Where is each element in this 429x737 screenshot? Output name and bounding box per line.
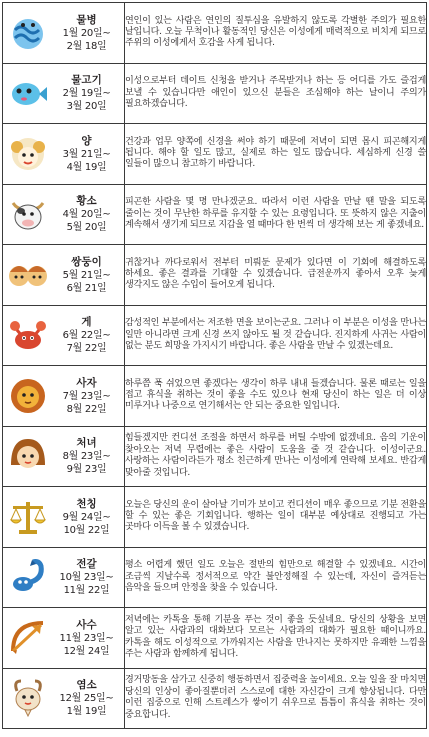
zodiac-row [3,426,427,487]
fortune-text: 귀찮거나 까다로워서 전부터 미뤄둔 문제가 있다면 이 기회에 해결하도록 하세요. 좋은 결과를 기대할 수 있겠습니다. 급전운까지 좋아서 오후 늦게 생각지도 않은 수입이 들어오게 됩니다. [125,245,427,306]
sign-cell [3,63,125,124]
fortune-text: 피곤한 사람을 몇 명 만나겠군요. 따라서 이런 사람을 만날 땐 말을 되도록 줄이는 것이 무난한 하루를 유지할 수 있는 요령입니다. 또 뜻하지 않은 지출이 계속해서 생기게 되므로 지갑을 열 때마다 한 번씩 더 생각해 보는 게 좋겠네요. [125,184,427,245]
libra-icon [7,496,49,538]
capricorn-icon [7,677,49,719]
sign-date-end: 4월 19일 [66,161,107,173]
sign-date-end: 10월 22일 [63,524,110,536]
sign-date-start: 8월 23일~ [62,451,111,463]
fortune-text: 감성적인 부분에서는 저조한 면을 보이는군요. 그러나 이 부분은 이성을 만나는 일만 아니라면 크게 신경 쓰지 않아도 될 것 같습니다. 진지하게 사귀는 사람이 없는 분도 희망을 가지시기 바랍니다. 좋은 사람을 만날 수 있겠는데요. [125,305,427,366]
aries-icon [7,133,49,175]
sign-date-end: 5월 20일 [66,222,107,234]
sign-cell [3,245,125,306]
zodiac-row [3,184,427,245]
sign-date-end: 11월 22일 [63,585,110,597]
sign-cell [3,668,125,729]
zodiac-row [3,608,427,669]
fortune-text: 힘들겠지만 컨디션 조절을 하면서 하루를 버틸 수밖에 없겠네요. 음의 기운이 찾아오는 저녁 무렵에는 좋은 사람이 도움을 줄 것 같습니다. 이성이군요. 사랑하는 사람이라든가 평소 친근하게 만나는 이성에게 연락해 보세요. 반갑게 맞아줄 것입니다. [125,426,427,487]
virgo-icon [7,435,49,477]
sign-date-start: 4월 20일~ [62,209,111,221]
sign-cell [3,547,125,608]
sign-date-start: 9월 24일~ [62,511,111,523]
sign-date-end: 3월 20일 [66,101,107,113]
fortune-text: 오늘은 당신의 운이 살아날 기미가 보이고 컨디션이 매우 좋으므로 기분 전환을 할 수 있는 좋은 기회입니다. 행하는 일이 대부분 예상대로 진행되고 가는 곳마다 이득을 볼 수 있겠습니다. [125,487,427,548]
sign-date-end: 12월 24일 [63,645,110,657]
sign-date-start: 6월 22일~ [62,330,111,342]
sign-name: 양 [81,134,92,147]
sign-name: 쌍둥이 [71,255,102,268]
sign-date-end: 8월 22일 [66,403,107,415]
sign-date-start: 7월 23일~ [62,390,111,402]
sign-name: 천칭 [76,497,97,510]
zodiac-row [3,124,427,185]
sign-date-start: 3월 21일~ [62,148,111,160]
fortune-text: 이성으로부터 데이트 신청을 받거나 주목받거나 하는 등 어디를 가도 즐겁게 보낼 수 있습니다만 애인이 있으신 분들은 조심해야 하는 날이니 주의가 필요하겠습니다. [125,63,427,124]
zodiac-row [3,366,427,427]
sign-date-end: 6월 21일 [66,282,107,294]
sign-cell [3,608,125,669]
sign-date-start: 5월 21일~ [62,269,111,281]
fortune-text: 하루쯤 푹 쉬었으면 좋겠다는 생각이 하루 내내 들겠습니다. 물론 때로는 일을 접고 휴식을 취하는 것이 좋을 수도 있으나 현재 당신이 하는 일은 더 이상 미루거나 나중으로 연기해서는 안 되는 중요한 일입니다. [125,366,427,427]
fortune-text: 연인이 있는 사람은 연인의 질투심을 유발하지 않도록 각별한 주의가 필요한 날입니다. 오늘 무척이나 활동적인 당신은 이성에게 매력적으로 비치게 되므로 주위의 이성에게서 호감을 사게 됩니다. [125,3,427,64]
zodiac-row [3,3,427,64]
sign-date-start: 10월 23일~ [59,572,114,584]
sign-name: 물고기 [71,74,102,87]
sign-name: 게 [81,316,92,329]
scorpio-icon [7,556,49,598]
zodiac-row [3,487,427,548]
sign-date-start: 1월 20일~ [62,27,111,39]
sign-name: 전갈 [76,558,97,571]
sign-date-end: 1월 19일 [66,706,107,718]
sign-date-start: 11월 23일~ [59,632,114,644]
zodiac-row [3,245,427,306]
sign-name: 황소 [76,195,97,208]
zodiac-row [3,63,427,124]
sign-cell [3,487,125,548]
leo-icon [7,375,49,417]
horoscope-page [2,2,427,735]
zodiac-rows [3,3,427,729]
zodiac-table [2,2,427,729]
sign-date-start: 2월 19일~ [62,88,111,100]
sign-cell [3,184,125,245]
sign-cell [3,305,125,366]
zodiac-row [3,305,427,366]
sign-cell [3,3,125,64]
sign-date-end: 2월 18일 [66,40,107,52]
sagittarius-icon [7,617,49,659]
sign-cell [3,366,125,427]
sign-cell [3,426,125,487]
sign-date-start: 12월 25일~ [59,693,114,705]
fortune-text: 저녁에는 카톡을 통해 기분을 푸는 것이 좋을 듯싶네요. 당신의 상황을 보면 알고 있는 사람과의 대화보다 모르는 사람과의 대화가 필요한 때이니까요. 카톡을 해도 이성적으로 가까워지는 사람을 만나지는 못하지만 유쾌한 느낌을 주는 사람과 함께하게 됩니다. [125,608,427,669]
cancer-icon [7,314,49,356]
sign-name: 염소 [76,679,97,692]
gemini-icon [7,254,49,296]
zodiac-row [3,668,427,729]
sign-name: 사수 [76,618,97,631]
pisces-icon [7,72,49,114]
zodiac-row [3,547,427,608]
taurus-icon [7,193,49,235]
sign-name: 물병 [76,13,97,26]
sign-date-end: 7월 22일 [66,343,107,355]
fortune-text: 건강과 업무 양쪽에 신경을 써야 하기 때문에 저녁이 되면 몹시 피곤해지게 됩니다. 해야 할 일도 많고, 실제로 하는 일도 많습니다. 세심하게 신경 쓸 일들이 많으니 참고하기 바랍니다. [125,124,427,185]
sign-name: 처녀 [76,437,97,450]
fortune-text: 경거망동을 삼가고 신중히 행동하면서 집중력을 높이세요. 오늘 일을 잘 마치면 당신의 인상이 좋아질뿐더러 스스로에 대한 자신감이 크게 향상됩니다. 다만 이런 집중으로 인해 스트레스가 쌓이기 쉬우므로 틈틈이 휴식을 취하는 것이 중요합니다. [125,668,427,729]
sign-cell [3,124,125,185]
aquarius-icon [7,12,49,54]
sign-name: 사자 [76,376,97,389]
fortune-text: 평소 어렵게 했던 일도 오늘은 절반의 힘만으로 해결할 수 있겠네요. 시간이 조금씩 지날수록 정서적으로 약간 불안정해질 수 있는데, 자신이 즐겨듣는 음악을 들으며 안정을 찾을 수 있습니다. [125,547,427,608]
sign-date-end: 9월 23일 [66,464,107,476]
